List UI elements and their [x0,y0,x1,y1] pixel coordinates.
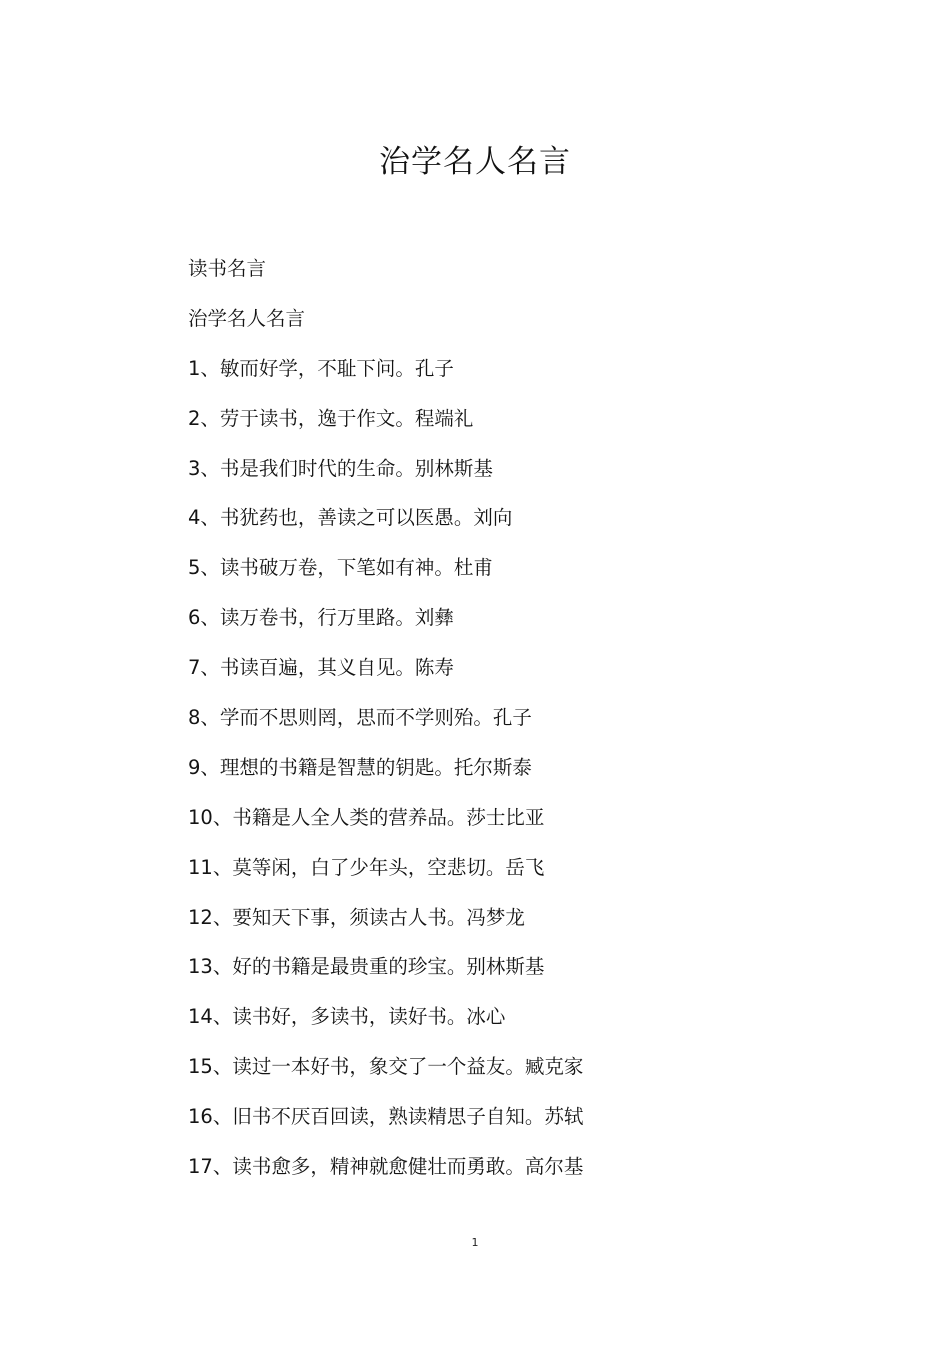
quote-line: 14、读书好，多读书，读好书。冰心 [188,1005,506,1029]
quote-line: 16、旧书不厌百回读，熟读精思子自知。苏轼 [188,1105,584,1129]
quote-line: 12、要知天下事，须读古人书。冯梦龙 [188,905,525,929]
subheading: 治学名人名言 [188,306,306,330]
document-title: 治学名人名言 [379,144,571,180]
quote-line: 10、书籍是人全人类的营养品。莎士比亚 [188,805,545,829]
quote-line: 8、学而不思则罔，思而不学则殆。孔子 [188,706,532,730]
quote-line: 5、读书破万卷，下笔如有神。杜甫 [188,556,493,580]
page-number: 1 [471,1236,479,1249]
quote-line: 2、劳于读书，逸于作文。程端礼 [188,406,474,430]
quote-line: 6、读万卷书，行万里路。刘彝 [188,606,454,630]
quote-line: 3、书是我们时代的生命。别林斯基 [188,456,493,480]
document-body [188,252,788,1200]
quote-line: 13、好的书籍是最贵重的珍宝。别林斯基 [188,955,545,979]
quote-line: 4、书犹药也，善读之可以医愚。刘向 [188,506,513,530]
quote-line: 15、读过一本好书，象交了一个益友。臧克家 [188,1055,584,1079]
quote-line: 7、书读百遍，其义自见。陈寿 [188,656,454,680]
quote-line: 17、读书愈多，精神就愈健壮而勇敢。高尔基 [188,1155,584,1179]
quote-line: 1、敏而好学，不耻下问。孔子 [188,356,454,380]
quote-line: 11、莫等闲，白了少年头，空悲切。岳飞 [188,855,545,879]
quote-line: 9、理想的书籍是智慧的钥匙。托尔斯泰 [188,755,532,779]
section-heading: 读书名言 [188,257,267,280]
